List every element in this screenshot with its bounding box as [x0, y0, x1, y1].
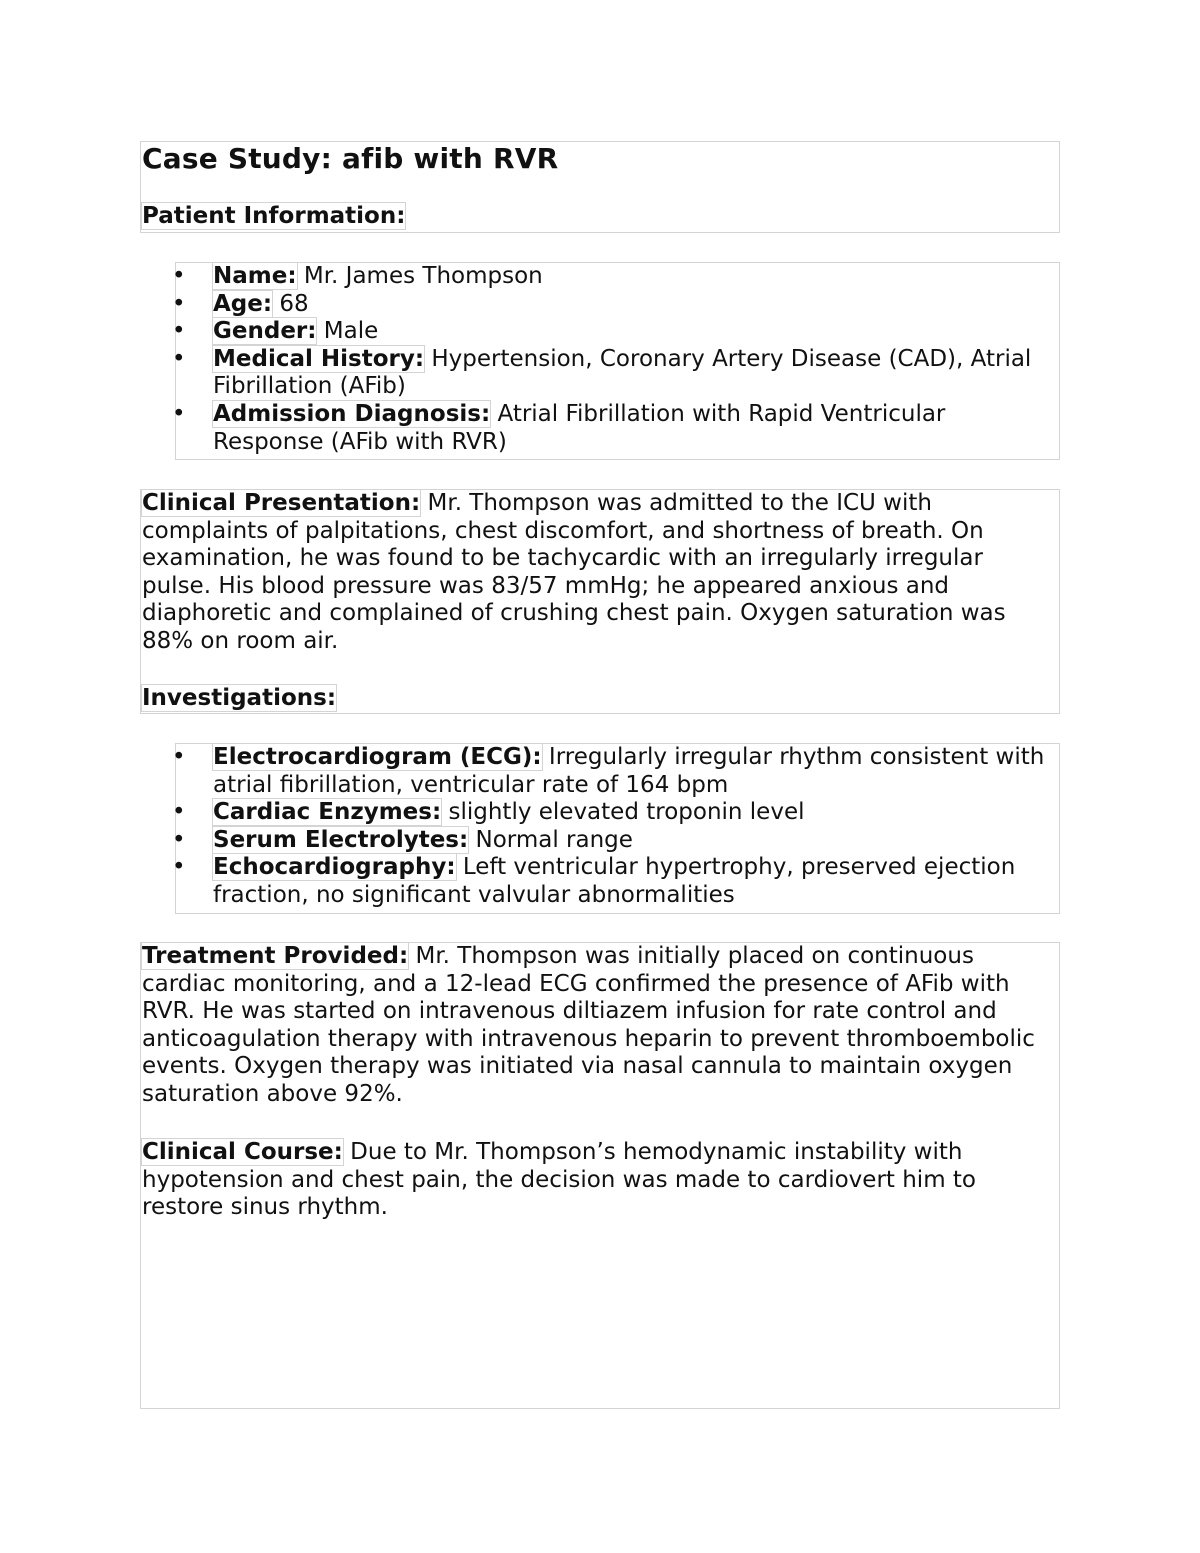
bullet-icon: •	[172, 290, 186, 317]
patient-information-heading: Patient Information:	[142, 203, 406, 229]
list-item	[172, 318, 1056, 346]
item-label: Electrocardiogram (ECG):	[213, 744, 542, 770]
item-value: Atrial Fibrillation with Rapid Ventricular Response (AFib with RVR)	[213, 400, 946, 455]
item-label: Admission Diagnosis:	[213, 400, 491, 427]
bullet-icon: •	[172, 263, 186, 289]
item-value: 68	[272, 290, 309, 317]
list-item	[172, 263, 1056, 291]
list-item	[172, 799, 1056, 827]
item-label: Serum Electrolytes:	[213, 826, 469, 853]
clinical-presentation-label: Clinical Presentation:	[142, 490, 421, 516]
item-value: slightly elevated troponin level	[441, 799, 805, 826]
patient-info-list	[142, 263, 1056, 456]
clinical-course-text: Due to Mr. Thompson’s hemodynamic instability with hypotension and chest pain, the decision was made to cardiovert him to restore sinus rhythm.	[142, 1139, 976, 1221]
clinical-presentation-text: Mr. Thompson was admitted to the ICU with complaints of palpitations, chest discomfort, and shortness of breath. On examination, he was found to be tachycardic with an irregularly irregular pulse. His blood pressure was 83/57 mmHg; he appeared anxious and diaphoretic and complained of crushing chest pain. Oxygen saturation was 88% on room air.	[142, 490, 1006, 654]
clinical-presentation-paragraph	[142, 490, 1056, 656]
item-value: Normal range	[468, 826, 633, 853]
item-value: Hypertension, Coronary Artery Disease (CAD), Atrial Fibrillation (AFib)	[213, 345, 1032, 400]
bullet-icon: •	[172, 799, 186, 826]
investigations-heading: Investigations:	[142, 685, 337, 711]
treatment-paragraph	[142, 943, 1056, 1109]
bullet-icon: •	[172, 400, 186, 427]
list-item	[172, 826, 1056, 855]
treatment-label: Treatment Provided:	[142, 943, 409, 969]
list-item	[172, 854, 1056, 909]
list-item	[172, 345, 1056, 401]
list-item	[172, 744, 1056, 799]
item-value: Mr. James Thompson	[296, 263, 543, 289]
list-item	[172, 290, 1056, 319]
clinical-course-paragraph	[142, 1139, 1056, 1222]
bullet-icon: •	[172, 826, 186, 853]
item-value: Left ventricular hypertrophy, preserved ejection fraction, no significant valvular abnormalities	[213, 854, 1016, 908]
bullet-icon: •	[172, 854, 186, 881]
item-label: Name:	[213, 263, 297, 289]
item-label: Echocardiography:	[213, 854, 456, 881]
clinical-course-label: Clinical Course:	[142, 1139, 343, 1165]
document-title: Case Study: afib with RVR	[142, 142, 559, 175]
item-label: Gender:	[213, 318, 317, 345]
list-item	[172, 400, 1056, 456]
treatment-text: Mr. Thompson was initially placed on continuous cardiac monitoring, and a 12-lead ECG confirmed the presence of AFib with RVR. He was started on intravenous diltiazem infusion for rate control and anticoagulation therapy with intravenous heparin to prevent thromboembolic events. Oxygen therapy was initiated via nasal cannula to maintain oxygen saturation above 92%.	[142, 943, 1035, 1107]
item-label: Medical History:	[213, 345, 425, 372]
bullet-icon: •	[172, 318, 186, 345]
investigations-list	[142, 744, 1056, 910]
item-value: Male	[316, 318, 379, 345]
bullet-icon: •	[172, 345, 186, 372]
item-label: Age:	[213, 290, 273, 317]
item-label: Cardiac Enzymes:	[213, 799, 442, 826]
item-value: Irregularly irregular rhythm consistent with atrial fibrillation, ventricular rate of 164 bpm	[213, 744, 1045, 798]
bullet-icon: •	[172, 744, 186, 770]
